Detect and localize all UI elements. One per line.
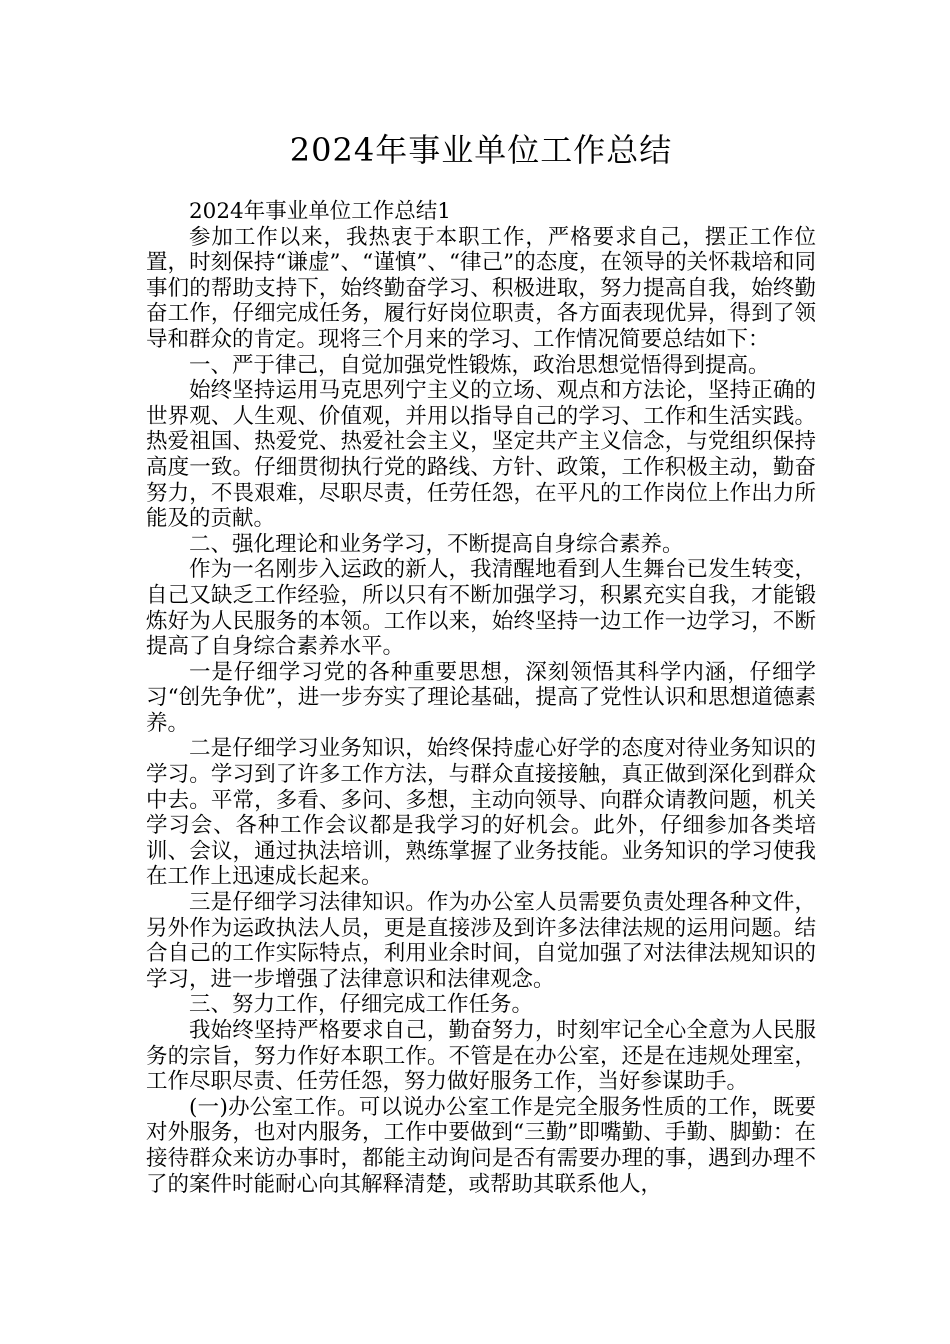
section-heading: 三、努力工作，仔细完成工作任务。 [189, 992, 534, 1018]
paragraph: (一)办公室工作。可以说办公室工作是完全服务性质的工作，既要对外服务，也对内服务，工作中要做到“三勤”即嘴勤、手勤、脚勤：在接待群众来访办事时，都能主动询问是否有需要办理的事，遇到办理不了的案件时能耐心向其解释清楚，或帮助其联系他人， [146, 1094, 816, 1197]
section-heading: 二、强化理论和业务学习，不断提高自身综合素养。 [189, 531, 684, 557]
document-body [146, 199, 816, 1197]
document-title: 2024年事业单位工作总结 [289, 131, 673, 169]
paragraph: 三是仔细学习法律知识。作为办公室人员需要负责处理各种文件，另外作为运政执法人员，更是直接涉及到许多法律法规的运用问题。结合自己的工作实际特点，利用业余时间，自觉加强了对法律法规知识的学习，进一步增强了法律意识和法律观念。 [146, 890, 816, 992]
section-heading: 一、严于律己，自觉加强党性锻炼，政治思想觉悟得到提高。 [189, 352, 770, 378]
paragraph: 作为一名刚步入运政的新人，我清醒地看到人生舞台已发生转变，自己又缺乏工作经验，所以只有不断加强学习，积累充实自我，才能锻炼好为人民服务的本领。工作以来，始终坚持一边工作一边学习，不断提高了自身综合素养水平。 [146, 557, 816, 660]
paragraph: 参加工作以来，我热衷于本职工作，严格要求自己，摆正工作位置，时刻保持“谦虚”、“谨慎”、“律己”的态度，在领导的关怀栽培和同事们的帮助支持下，始终勤奋学习、积极进取，努力提高自我，始终勤奋工作，仔细完成任务，履行好岗位职责，各方面表现优异，得到了领导和群众的肯定。现将三个月来的学习、工作情况简要总结如下： [146, 224, 816, 352]
paragraph: 始终坚持运用马克思列宁主义的立场、观点和方法论，坚持正确的世界观、人生观、价值观，并用以指导自己的学习、工作和生活实践。热爱祖国、热爱党、热爱社会主义，坚定共产主义信念，与党组织保持高度一致。仔细贯彻执行党的路线、方针、政策，工作积极主动，勤奋努力，不畏艰难，尽职尽责，任劳任怨，在平凡的工作岗位上作出力所能及的贡献。 [146, 378, 816, 532]
paragraph: 二是仔细学习业务知识，始终保持虚心好学的态度对待业务知识的学习。学习到了许多工作方法，与群众直接接触，真正做到深化到群众中去。平常，多看、多问、多想，主动向领导、向群众请教问题，机关学习会、各种工作会议都是我学习的好机会。此外，仔细参加各类培训、会议，通过执法培训，熟练掌握了业务技能。业务知识的学习使我在工作上迅速成长起来。 [146, 736, 816, 890]
paragraph: 一是仔细学习党的各种重要思想，深刻领悟其科学内涵，仔细学习“创先争优”，进一步夯实了理论基础，提高了党性认识和思想道德素养。 [146, 659, 816, 736]
section-heading: 2024年事业单位工作总结1 [189, 199, 451, 224]
paragraph: 我始终坚持严格要求自己，勤奋努力，时刻牢记全心全意为人民服务的宗旨，努力作好本职工作。不管是在办公室，还是在违规处理室，工作尽职尽责、任劳任怨，努力做好服务工作，当好参谋助手。 [146, 1018, 816, 1095]
